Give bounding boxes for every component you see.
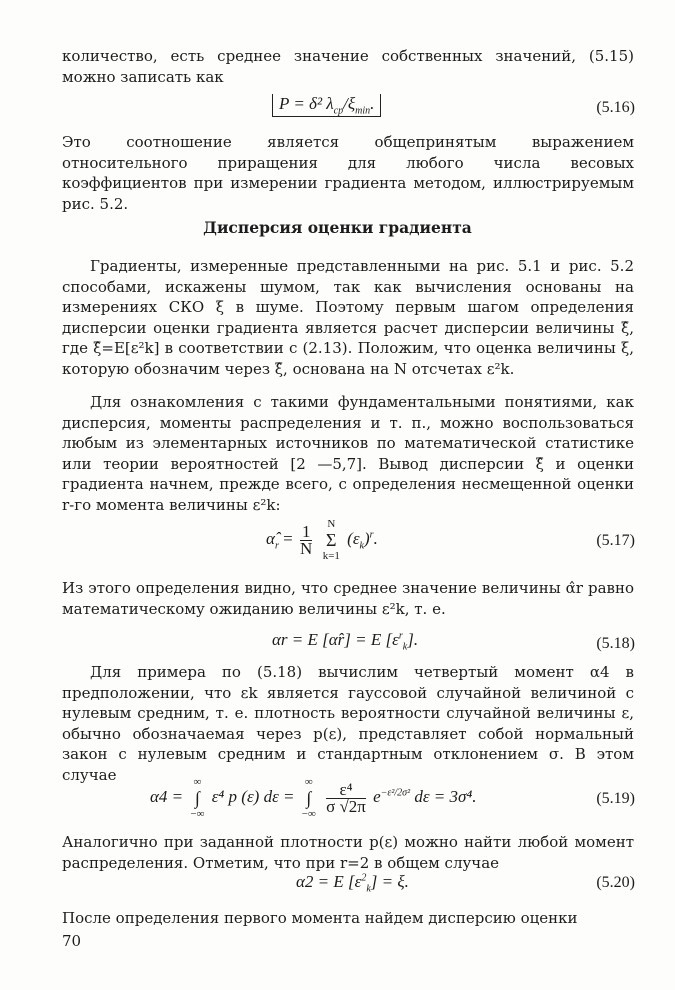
equation-5-16 bbox=[0, 90, 675, 132]
paragraph-4: Для ознакомления с такими фундаментальными понятиями, как дисперсия, моменты распределения и т. п., можно воспользоваться любым из элементарных источников по математической статистике или теории вероятностей [2 —5,7]. Вывод дисперсии ξ̂ и оценки градиента начнем, прежде всего, с определения несмещенной оценки r-го момента величины ε²k: bbox=[62, 393, 634, 514]
paragraph-3: Градиенты, измеренные представленными на рис. 5.1 и рис. 5.2 способами, искажены шумом, так как вычисления основаны на измерениях СКО ξ в шуме. Поэтому первым шагом определения дисперсии оценки градиента является расчет дисперсии величины ξ̂, где ξ̂=E[ε²k] в соответствии с (2.13). Положим, что оценка величины ξ, которую обозначим через ξ̂, основана на N отсчетах ε²k. bbox=[62, 257, 634, 378]
fraction: $\frac{1}{N}$ bbox=[300, 521, 313, 558]
equation-5-18-body: αr = E [α̂r] = E $[\varepsilon^r_k]$. bbox=[272, 630, 419, 653]
paragraph-1: количество, есть среднее значение собственных значений, (5.15) можно записать как bbox=[62, 47, 634, 86]
equation-5-20-body: α2 = E $[\varepsilon^2_k] = \xi$. bbox=[296, 872, 409, 895]
equation-number: (5.20) bbox=[596, 874, 635, 891]
page-number: 70 bbox=[62, 932, 82, 950]
paragraph-8: После определения первого момента найдем дисперсию оценки bbox=[62, 909, 578, 927]
equation-5-19-body: α4 = ∞ ∫ −∞ ε⁴ p (ε) dε = ∞ ∫ −∞ $\frac{\text{ε⁴}}{\sigma √2\pi}$ $e^{-\varepsilon^2/2\sigma^2}$ dε = 3σ⁴. bbox=[150, 776, 477, 820]
integral: ∞ ∫ −∞ bbox=[301, 776, 316, 820]
equation-5-17 bbox=[0, 518, 675, 570]
equation-number: (5.16) bbox=[596, 99, 635, 116]
paragraph-2: Это соотношение является общепринятым выражением относительного приращения для любого числа весовых коэффициентов при измерении градиента методом, иллюстрируемым рис. 5.2. bbox=[62, 133, 634, 213]
equation-5-19 bbox=[0, 776, 675, 828]
summation: N Σ k=1 bbox=[322, 518, 340, 562]
integral: ∞ ∫ −∞ bbox=[190, 776, 205, 820]
equation-number: (5.18) bbox=[596, 635, 635, 652]
section-title: Дисперсия оценки градиента bbox=[203, 218, 472, 237]
equation-5-16-body: P = δ² $\lambda_{ср}/\xi_{min}$. bbox=[272, 94, 381, 117]
paragraph-6: Для примера по (5.18) вычислим четвертый момент α4 в предположении, что εk является гауссовой случайной величиной с нулевым средним, т. е. плотность вероятности случайной величины ε, обычно обозначаемая через p(ε), представляет собой нормальный закон с нулевым средним и стандартным отклонением σ. В этом случае bbox=[62, 663, 634, 784]
equation-number: (5.19) bbox=[596, 790, 635, 807]
fraction: $\frac{\text{ε⁴}}{\sigma √2\pi}$ bbox=[326, 779, 366, 816]
paragraph-7: Аналогично при заданной плотности p(ε) можно найти любой момент распределения. Отметим, что при r=2 в общем случае bbox=[62, 833, 634, 872]
paragraph-5: Из этого определения видно, что среднее значение величины α̂r равно математическому ожиданию величины ε²k, т. е. bbox=[62, 579, 634, 618]
equation-5-17-body: $\alphâ_r$ = $\frac{1}{N}$ N Σ k=1 $(\varepsilon_k)^r$. bbox=[266, 518, 378, 562]
equation-number: (5.17) bbox=[596, 532, 635, 549]
